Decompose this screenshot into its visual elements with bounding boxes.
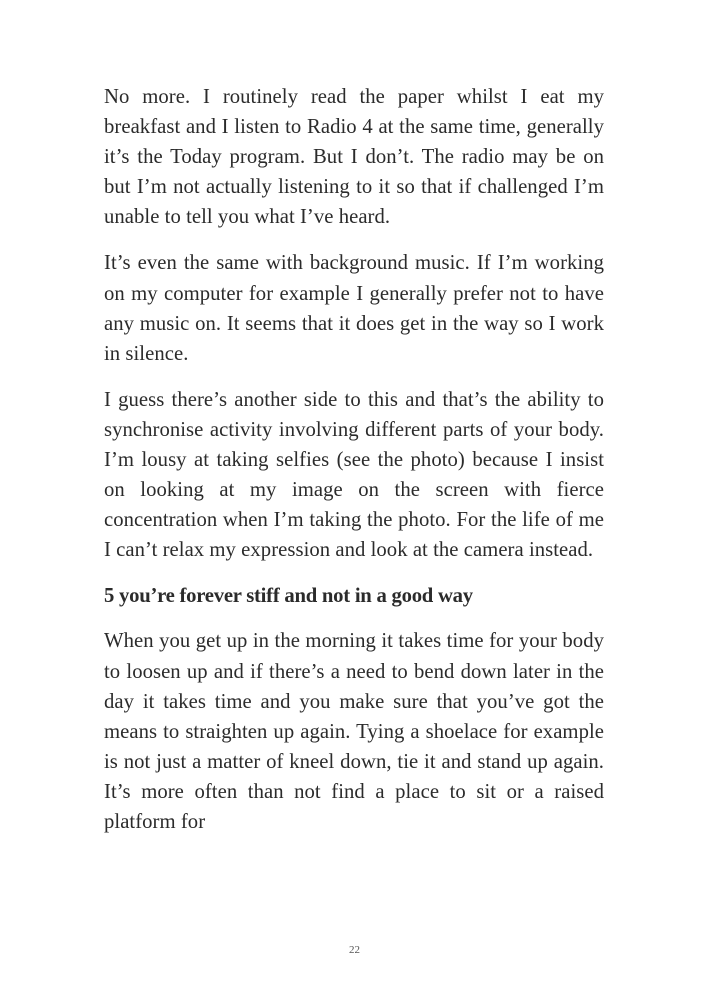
body-paragraph: When you get up in the morning it takes time for your body to loosen up and if there’s a need to bend down later in the day it takes time and you make sure that you’ve got the means to straighten up again. Tying a shoelace for example is not just a matter of kneel down, tie it and stand up again. It’s more often than not find a place to sit or a raised platform for xyxy=(104,630,604,833)
body-paragraph: I guess there’s another side to this and that’s the ability to synchronise activity involving different parts of your body. I’m lousy at taking selfies (see the photo) because I insist on looking at my image on the screen with fierce concentration when I’m taking the photo. For the life of me I can’t relax my expression and look at the camera instead. xyxy=(104,388,604,562)
body-paragraph: It’s even the same with background music. If I’m working on my computer for example I generally prefer not to have any music on. It seems that it does get in the way so I work in silence. xyxy=(104,252,604,365)
page-number: 22 xyxy=(349,944,360,956)
page-body xyxy=(104,82,604,853)
body-paragraph: No more. I routinely read the paper whilst I eat my breakfast and I listen to Radio 4 at the same time, generally it’s the Today program. But I don’t. The radio may be on but I’m not actually listening to it so that if challenged I’m unable to tell you what I’ve heard. xyxy=(104,86,604,229)
section-heading: 5 you’re forever stiff and not in a good way xyxy=(104,585,473,608)
